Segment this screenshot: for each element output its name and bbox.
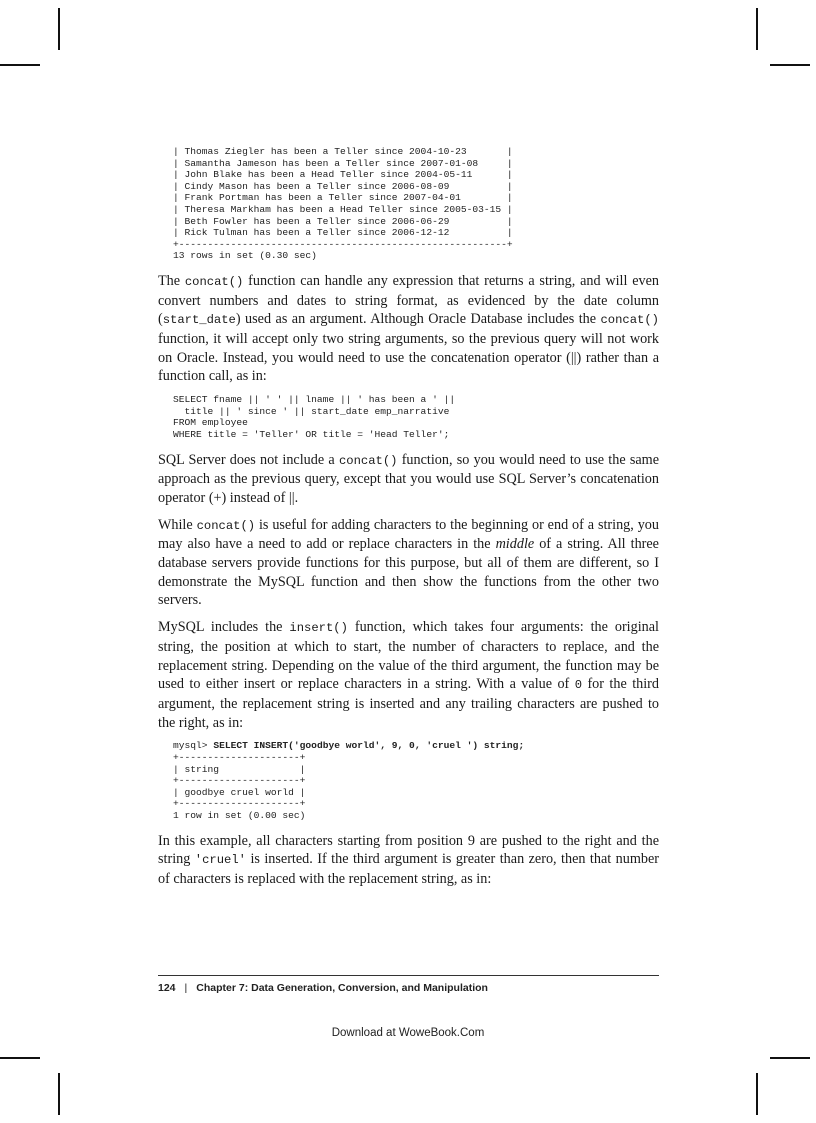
inline-code: insert() (289, 621, 348, 636)
crop-mark (756, 8, 758, 50)
paragraph-example: In this example, all characters starting from position 9 are pushed to the right and the string 'cruel' is inserted. If the third argument is greater than zero, then that number of characters is replaced with the replacement string, as in: (158, 832, 659, 887)
inline-code: concat() (338, 453, 398, 468)
result-row: | Cindy Mason has been a Teller since 2006-08-09 | (173, 180, 513, 192)
inline-code: concat() (600, 313, 659, 328)
paragraph-sql-server: SQL Server does not include a concat() function, so you would need to use the same approach as the previous query, except that you would use SQL Server’s concatenation operator (+) instead of ||. (158, 451, 660, 506)
crop-mark (756, 1073, 758, 1115)
row-count: 13 rows in set (0.30 sec) (173, 250, 317, 262)
page-footer (158, 982, 488, 994)
oracle-query-code: SELECT fname || ' ' || lname || ' has been a ' || title || ' since ' || start_date emp_narrative FROM employee WHERE title = 'Teller' OR title = 'Head Teller'; (173, 394, 456, 440)
insert-example-code (173, 740, 659, 821)
table-border: +---------------------+ (173, 751, 306, 763)
result-row: | Frank Portman has been a Teller since 2007-04-01 | (173, 192, 513, 204)
paragraph-insert: MySQL includes the insert() function, which takes four arguments: the original string, the position at which to start, the number of characters to replace, and the replacement string. Depending on the value of the third argument, the function may be used to either insert or replace characters in a string. With a value of 0 for the third argument, the replacement string is inserted and any trailing characters are pushed to the right, as in: (158, 619, 659, 731)
row-count: 1 row in set (0.00 sec) (173, 809, 306, 821)
table-border: +---------------------+ (173, 775, 306, 787)
crop-mark (58, 1073, 60, 1115)
inline-code: concat() (184, 274, 244, 289)
emphasis: middle (495, 536, 535, 553)
page-number: 124 (158, 982, 176, 994)
crop-mark (0, 64, 40, 66)
result-row: | Theresa Markham has been a Head Teller since 2005-03-15 | (173, 203, 513, 215)
paragraph-middle: While concat() is useful for adding characters to the beginning or end of a string, you may also have a need to add or replace characters in the middle of a string. All three database servers provide functions for this purpose, but all of them are different, so I demonstrate the MySQL function and then show the functions from the other two servers. (158, 516, 659, 609)
paragraph-concat: The concat() function can handle any expression that returns a string, and will even convert numbers and dates to string format, as evidenced by the date column (start_date) used as an argument. Although Oracle Database includes the concat() function, it will accept only two string arguments, so the previous query will not work on Oracle. Instead, you would need to use the concatenation operator (||) rather than a function call, as in: (158, 272, 659, 385)
result-row: | Beth Fowler has been a Teller since 2006-06-29 | (173, 215, 513, 227)
crop-mark (58, 8, 60, 50)
result-row: | Thomas Ziegler has been a Teller since 2004-10-23 | (173, 146, 513, 157)
table-border: +---------------------------------------------------------+ (173, 238, 513, 250)
crop-mark (0, 1057, 40, 1059)
inline-code: concat() (196, 518, 256, 533)
download-credit: Download at WoweBook.Com (331, 1027, 485, 1039)
table-row: | goodbye cruel world | (173, 786, 306, 798)
page-body (158, 146, 659, 889)
footer-rule (158, 975, 659, 976)
query-result-block (173, 146, 659, 262)
table-border: +---------------------+ (173, 798, 306, 810)
result-row: | John Blake has been a Head Teller since 2004-05-11 | (173, 169, 513, 181)
mysql-command: SELECT INSERT('goodbye world', 9, 0, 'cruel ') string; (213, 740, 525, 752)
crop-mark (770, 64, 810, 66)
result-row: | Rick Tulman has been a Teller since 2006-12-12 | (173, 227, 513, 239)
result-row: | Samantha Jameson has been a Teller since 2007-01-08 | (173, 157, 513, 169)
crop-mark (770, 1057, 810, 1059)
mysql-prompt: mysql> (173, 740, 214, 752)
inline-code: 0 (574, 678, 583, 693)
footer-separator: | (184, 982, 188, 994)
table-header: | string | (173, 763, 306, 775)
inline-code: 'cruel' (194, 853, 246, 868)
inline-code: start_date (162, 313, 236, 328)
chapter-title: Chapter 7: Data Generation, Conversion, and Manipulation (196, 982, 488, 994)
